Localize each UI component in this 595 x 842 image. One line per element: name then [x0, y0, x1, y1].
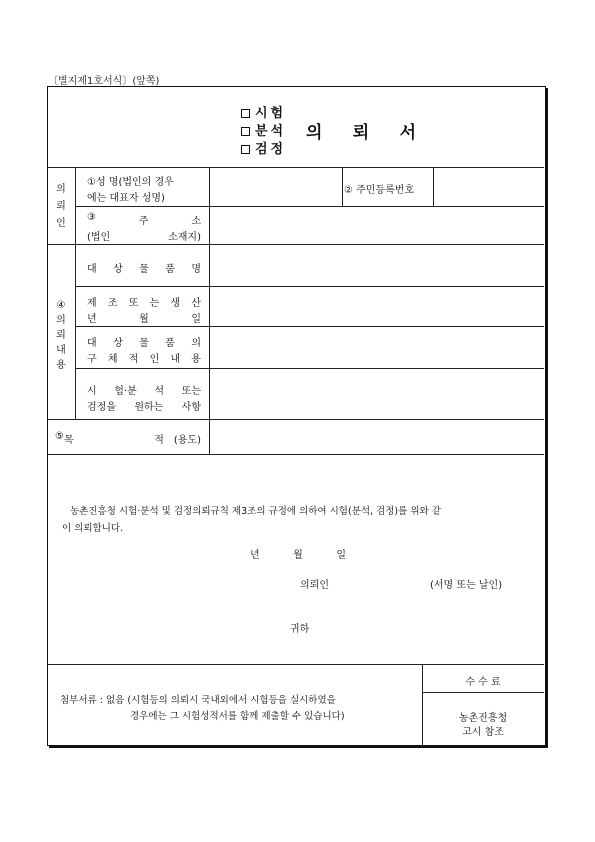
divider	[209, 419, 210, 454]
divider	[75, 286, 544, 287]
fee-note-line-2: 고시 참조	[462, 727, 504, 738]
checkbox-icon[interactable]	[241, 145, 250, 154]
purpose-label: ⑤ 목 적 (용도)	[55, 431, 201, 446]
option-test[interactable]: 시험	[241, 102, 286, 121]
content-section-label: ④ 의 뢰 내 용	[56, 300, 66, 371]
attachments-line-1: 첨부서류 : 없음 (시험등의 의뢰시 국내외에서 시험등을 실시하였을	[60, 695, 336, 706]
divider	[75, 368, 544, 369]
signature-field[interactable]: (서명 또는 날인)	[430, 580, 503, 591]
item-name-label: 대 상 물 품 명	[87, 264, 201, 275]
divider	[75, 326, 544, 327]
id-number-label: ② 주민등록번호	[344, 185, 415, 196]
form-caption: 〔별지제1호서식〕(앞쪽)	[48, 76, 160, 87]
production-date-label-2: 년 월 일	[87, 314, 201, 325]
production-date-label: 제 조 또 는 생 산	[87, 298, 201, 309]
divider	[48, 454, 544, 455]
address-label-note: (법인 소재지)	[87, 232, 201, 243]
divider	[422, 692, 544, 693]
divider	[48, 167, 544, 168]
checkbox-icon[interactable]	[241, 127, 250, 136]
addressee: 귀하	[290, 624, 310, 635]
divider	[48, 419, 544, 420]
divider	[342, 167, 343, 206]
requester-section-label: 의 뢰 인	[56, 184, 66, 229]
divider	[75, 167, 76, 244]
item-detail-label-2: 구 체 적 인 내 용	[87, 354, 201, 365]
checkbox-icon[interactable]	[241, 109, 250, 118]
name-label-note: 에는 대표자 성명)	[87, 193, 165, 204]
address-label: ③ 주 소	[87, 212, 201, 227]
requester-sign-label: 의뢰인	[300, 580, 329, 591]
fee-label: 수 수 료	[465, 677, 501, 688]
option-inspection[interactable]: 검정	[241, 138, 286, 157]
fee-note-line-1: 농촌진흥청	[458, 713, 508, 724]
request-form	[47, 86, 546, 746]
requested-items-label: 시 험·분 석 또는	[87, 386, 201, 397]
item-detail-label: 대 상 물 품 의	[87, 338, 201, 349]
divider	[48, 664, 544, 665]
name-label: ①성 명(법인의 경우	[87, 177, 174, 188]
divider	[209, 167, 210, 419]
request-date: 년 월 일	[250, 550, 346, 561]
option-analysis[interactable]: 분석	[241, 120, 286, 139]
requested-items-label-2: 검정을 원하는 사항	[87, 402, 201, 413]
divider	[75, 206, 544, 207]
divider	[433, 167, 434, 206]
attachments-line-2: 경우에는 그 시험성적서를 함께 제출할 수 있습니다)	[130, 711, 345, 722]
statement-line-2: 이 의뢰합니다.	[62, 523, 124, 534]
divider	[75, 244, 76, 419]
statement-line-1: 농촌진흥청 시험·분석 및 검정의뢰규칙 제3조의 규정에 의하여 시험(분석, 검정)를 위와 같	[70, 506, 441, 517]
divider	[48, 244, 544, 245]
page-title: 의 뢰 서	[306, 123, 416, 143]
